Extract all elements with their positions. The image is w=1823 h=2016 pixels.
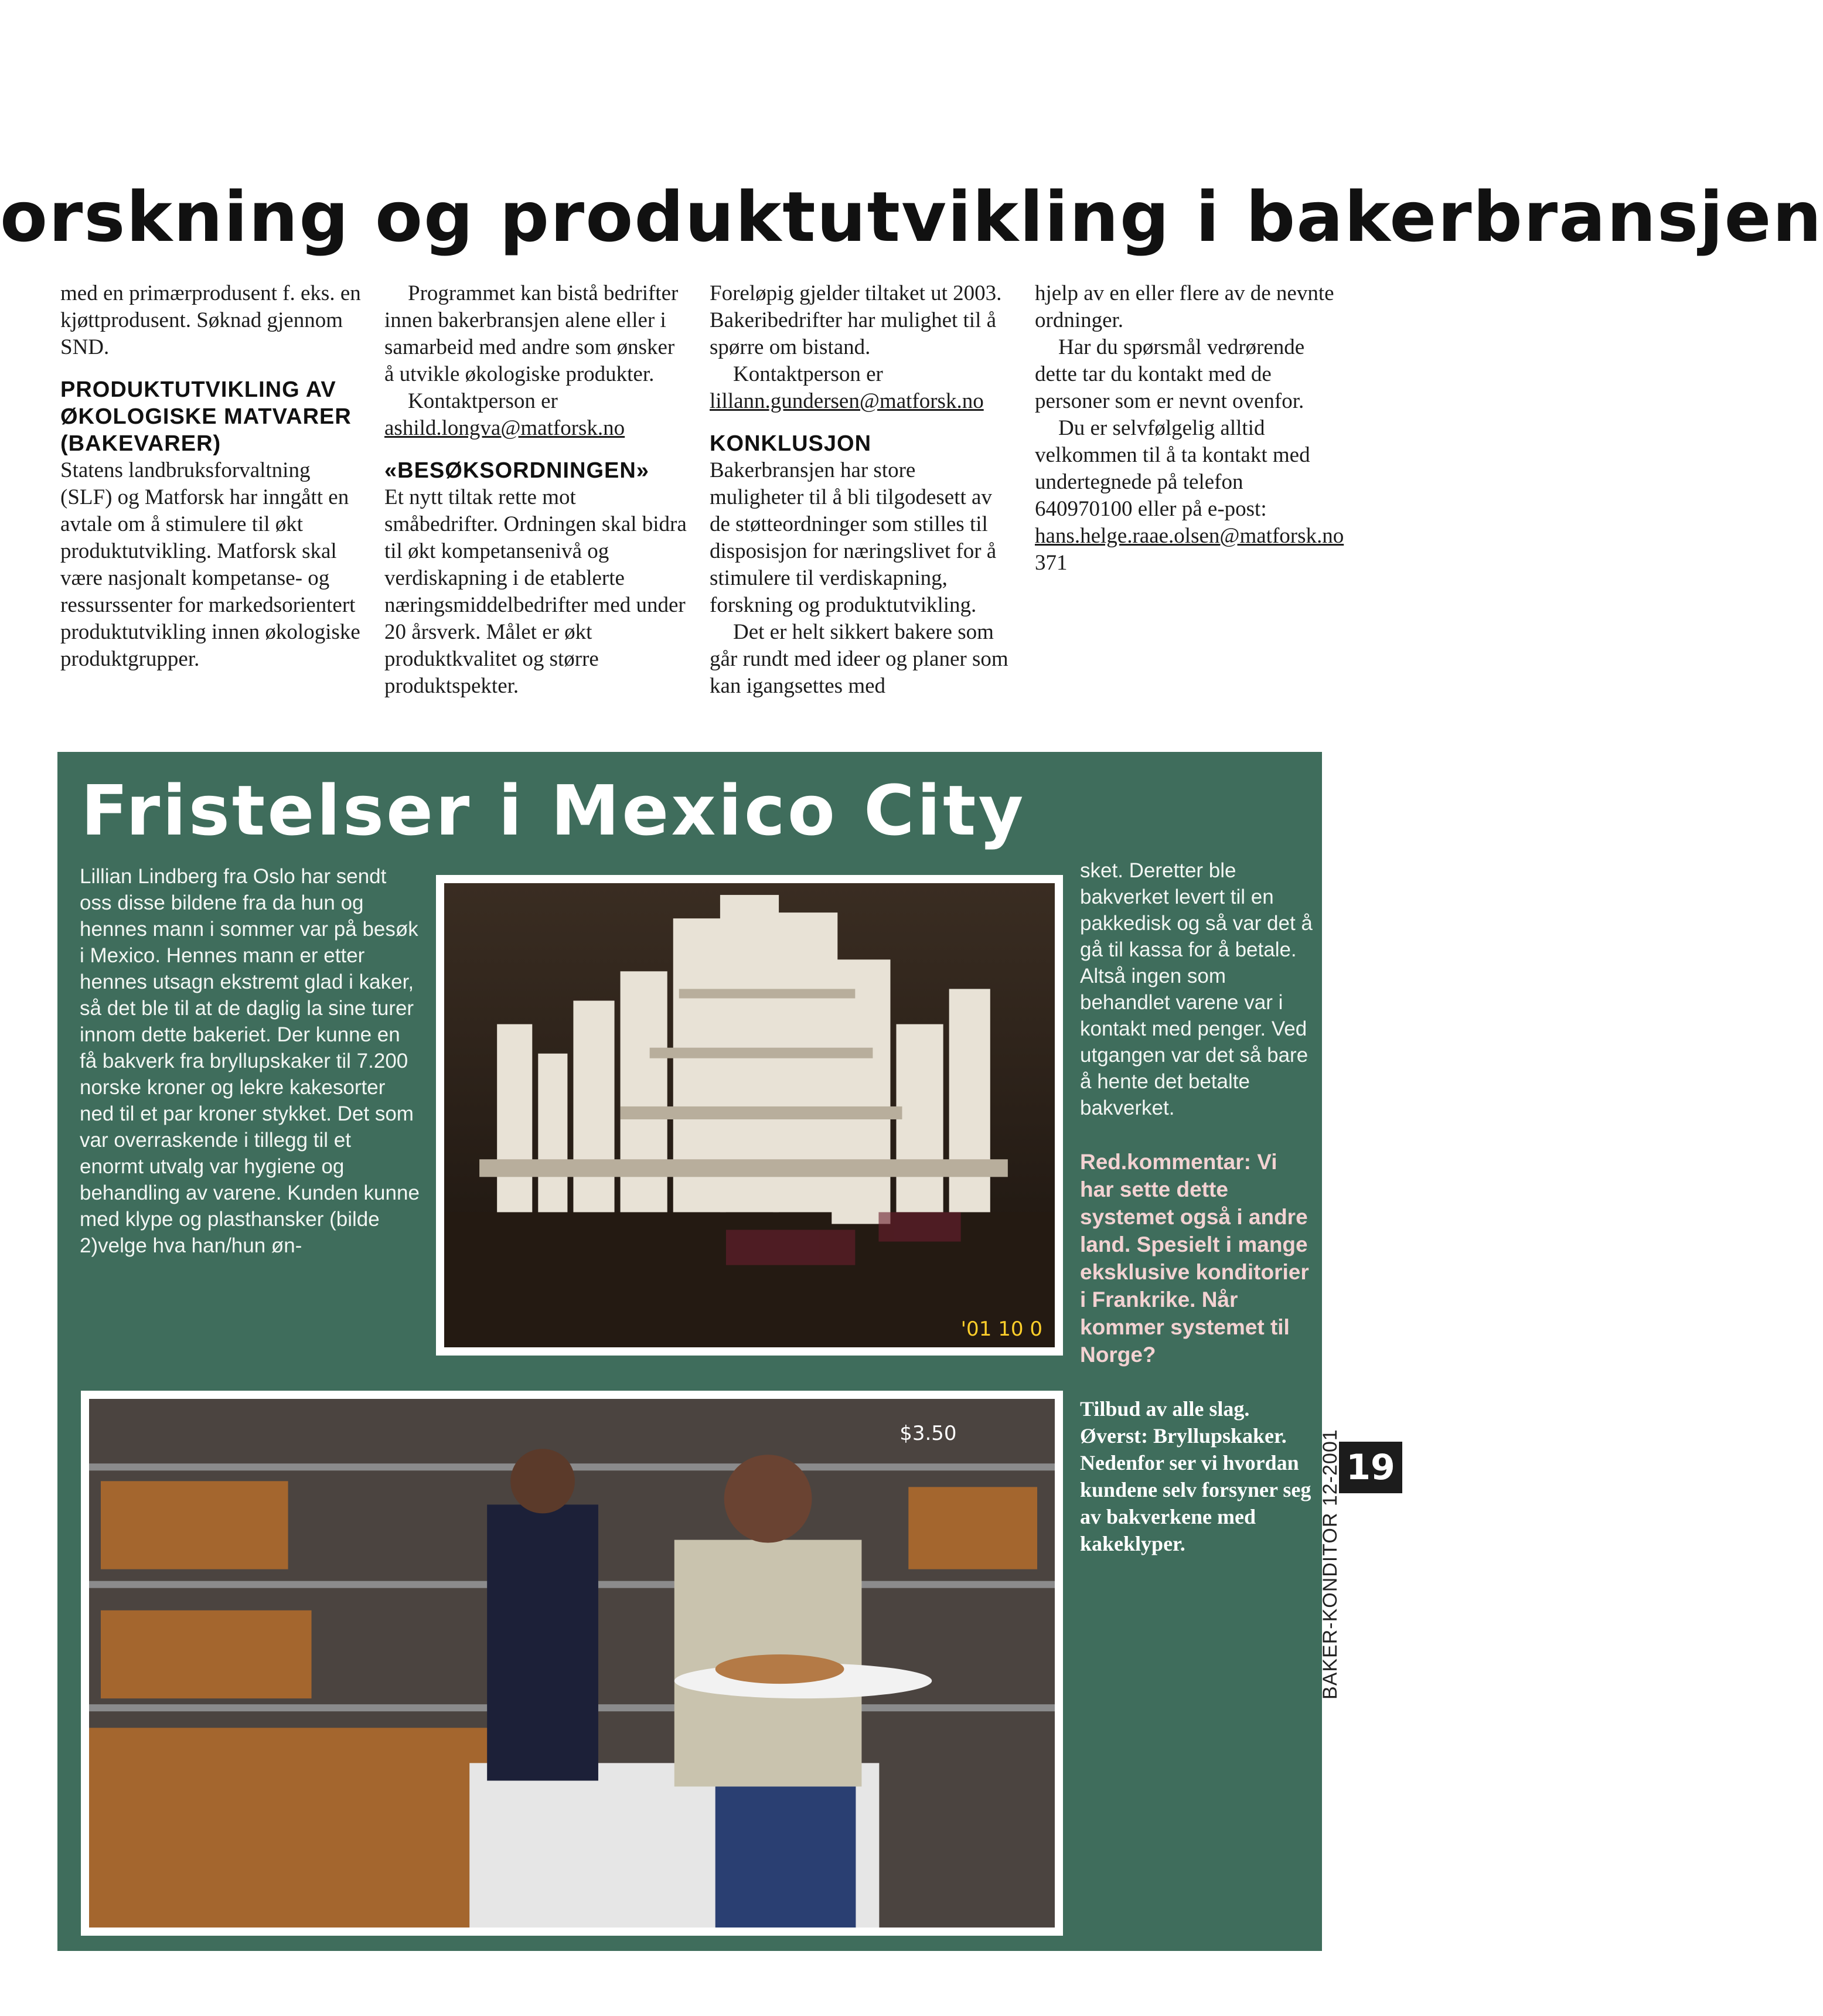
col1-paragraph-2: Statens landbruksforvaltning (SLF) og Matforsk har inngått en avtale om å stimulere til økt produktutvikling. Matforsk skal være nasjonalt kompetanse- og ressurssenter for markedsorientert produktutvikling innen økologiske produktgrupper. <box>60 458 360 671</box>
col1-paragraph-1: med en primærprodusent f. eks. en kjøttprodusent. Søknad gjennom SND. <box>60 281 361 359</box>
feature-left-text <box>80 863 420 1259</box>
col4-code: 371 <box>1035 551 1068 575</box>
col4-paragraph-2: Har du spørsmål vedrørende dette tar du kontakt med de personer som er nevnt ovenfor. <box>1035 335 1305 413</box>
feature-right-paragraph: sket. Deretter ble bakverket levert til en pakkedisk og så var det å gå til kassa for å betale. Altså ingen som behandlet varene var i kontakt med penger. Ved utgangen var det så bare å hente det betalte bakverket. <box>1080 859 1313 1119</box>
col2-paragraph-1: Programmet kan bistå bedrifter innen bakerbransjen alene eller i samarbeid med andre som ønsker å utvikle økologiske produkter. <box>384 281 679 386</box>
col4-paragraph-1: hjelp av en eller flere av de nevnte ordninger. <box>1035 281 1334 332</box>
col2-heading: «BESØKSORDNINGEN» <box>384 458 649 483</box>
text-column-4 <box>1035 280 1344 577</box>
photo-caption: Tilbud av alle slag. Øverst: Bryllupskaker. Nedenfor ser vi hvordan kundene selv forsyner seg av bakverkene med kakeklyper. <box>1080 1397 1311 1555</box>
price-sign: $3.50 <box>899 1422 957 1446</box>
col3-paragraph-3: Det er helt sikkert bakere som går rundt med ideer og planer som kan igangsettes med <box>710 620 1008 698</box>
bakery-counter-image <box>89 1399 1055 1928</box>
col1-heading: PRODUKTUTVIKLING AV ØKOLOGISKE MATVARER (BAKEVARER) <box>60 377 352 456</box>
col4-paragraph-3: Du er selvfølgelig alltid velkommen til å ta kontakt med undertegnede på telefon 640970100 eller på e-post: <box>1035 416 1310 521</box>
text-column-3 <box>710 280 1014 700</box>
magazine-issue-label: BAKER-KONDITOR 12-2001 <box>1319 1429 1341 1700</box>
feature-right-column <box>1080 857 1314 1557</box>
col3-contact-label: Kontaktperson er <box>733 362 883 386</box>
col2-contact <box>384 388 689 442</box>
editor-comment: Red.kommentar: Vi har sette dette systemet også i andre land. Spesielt i mange eksklusive konditorier i Frankrike. Når kommer systemet til Norge? <box>1080 1150 1309 1367</box>
article-headline: orskning og produktutvikling i bakerbransjen <box>0 176 1823 257</box>
col2-paragraph-2: Et nytt tiltak rette mot småbedrifter. Ordningen skal bidra til økt kompetansenivå og verdiskapning i de etablerte næringsmiddelbedrifter med under 20 årsverk. Målet er økt produktkvalitet og større produktspekter. <box>384 485 687 698</box>
col2-contact-label: Kontaktperson er <box>408 389 558 413</box>
feature-title: Fristelser i Mexico City <box>81 770 1026 851</box>
feature-left-paragraph: Lillian Lindberg fra Oslo har sendt oss disse bildene fra da hun og hennes mann i sommer var på besøk i Mexico. Hennes mann er etter hennes utsagn ekstremt glad i kaker, så det ble til at de daglig la sine turer innom dette bakeriet. Der kunne en få bakverk fra bryllupskaker til 7.200 norske kroner og lekre kakesorter ned til et par kroner stykket. Det som var overraskende i tillegg til et enormt utvalg var hygiene og behandling av varene. Kunden kunne med klype og plasthansker (bilde 2)velge hva han/hun øn- <box>80 865 420 1257</box>
col3-paragraph-1: Foreløpig gjelder tiltaket ut 2003. Bakeribedrifter har mulighet til å spørre om bistand. <box>710 281 1002 359</box>
text-column-2 <box>384 280 689 700</box>
page-number-badge: 19 <box>1339 1442 1402 1493</box>
col4-contact <box>1035 523 1344 577</box>
col2-contact-email-link[interactable]: ashild.longva@matforsk.no <box>384 416 625 440</box>
col3-heading: KONKLUSJON <box>710 431 872 456</box>
col3-contact-email-link[interactable]: lillann.gundersen@matforsk.no <box>710 389 984 413</box>
col4-email-link[interactable]: hans.helge.raae.olsen@matforsk.no <box>1035 524 1344 548</box>
col3-paragraph-2: Bakerbransjen har store muligheter til å bli tilgodesett av de støtteordninger som stilles til disposisjon for næringslivet for å stimulere til verdiskapning, forskning og produktutvikling. <box>710 458 997 617</box>
text-column-1 <box>60 280 365 673</box>
feature-box <box>57 752 1322 1951</box>
photo-date-stamp: '01 10 0 <box>960 1317 1043 1341</box>
wedding-cakes-photo <box>436 875 1063 1356</box>
col3-contact <box>710 361 1014 415</box>
wedding-cakes-image <box>444 883 1055 1347</box>
bakery-counter-photo <box>81 1391 1063 1936</box>
